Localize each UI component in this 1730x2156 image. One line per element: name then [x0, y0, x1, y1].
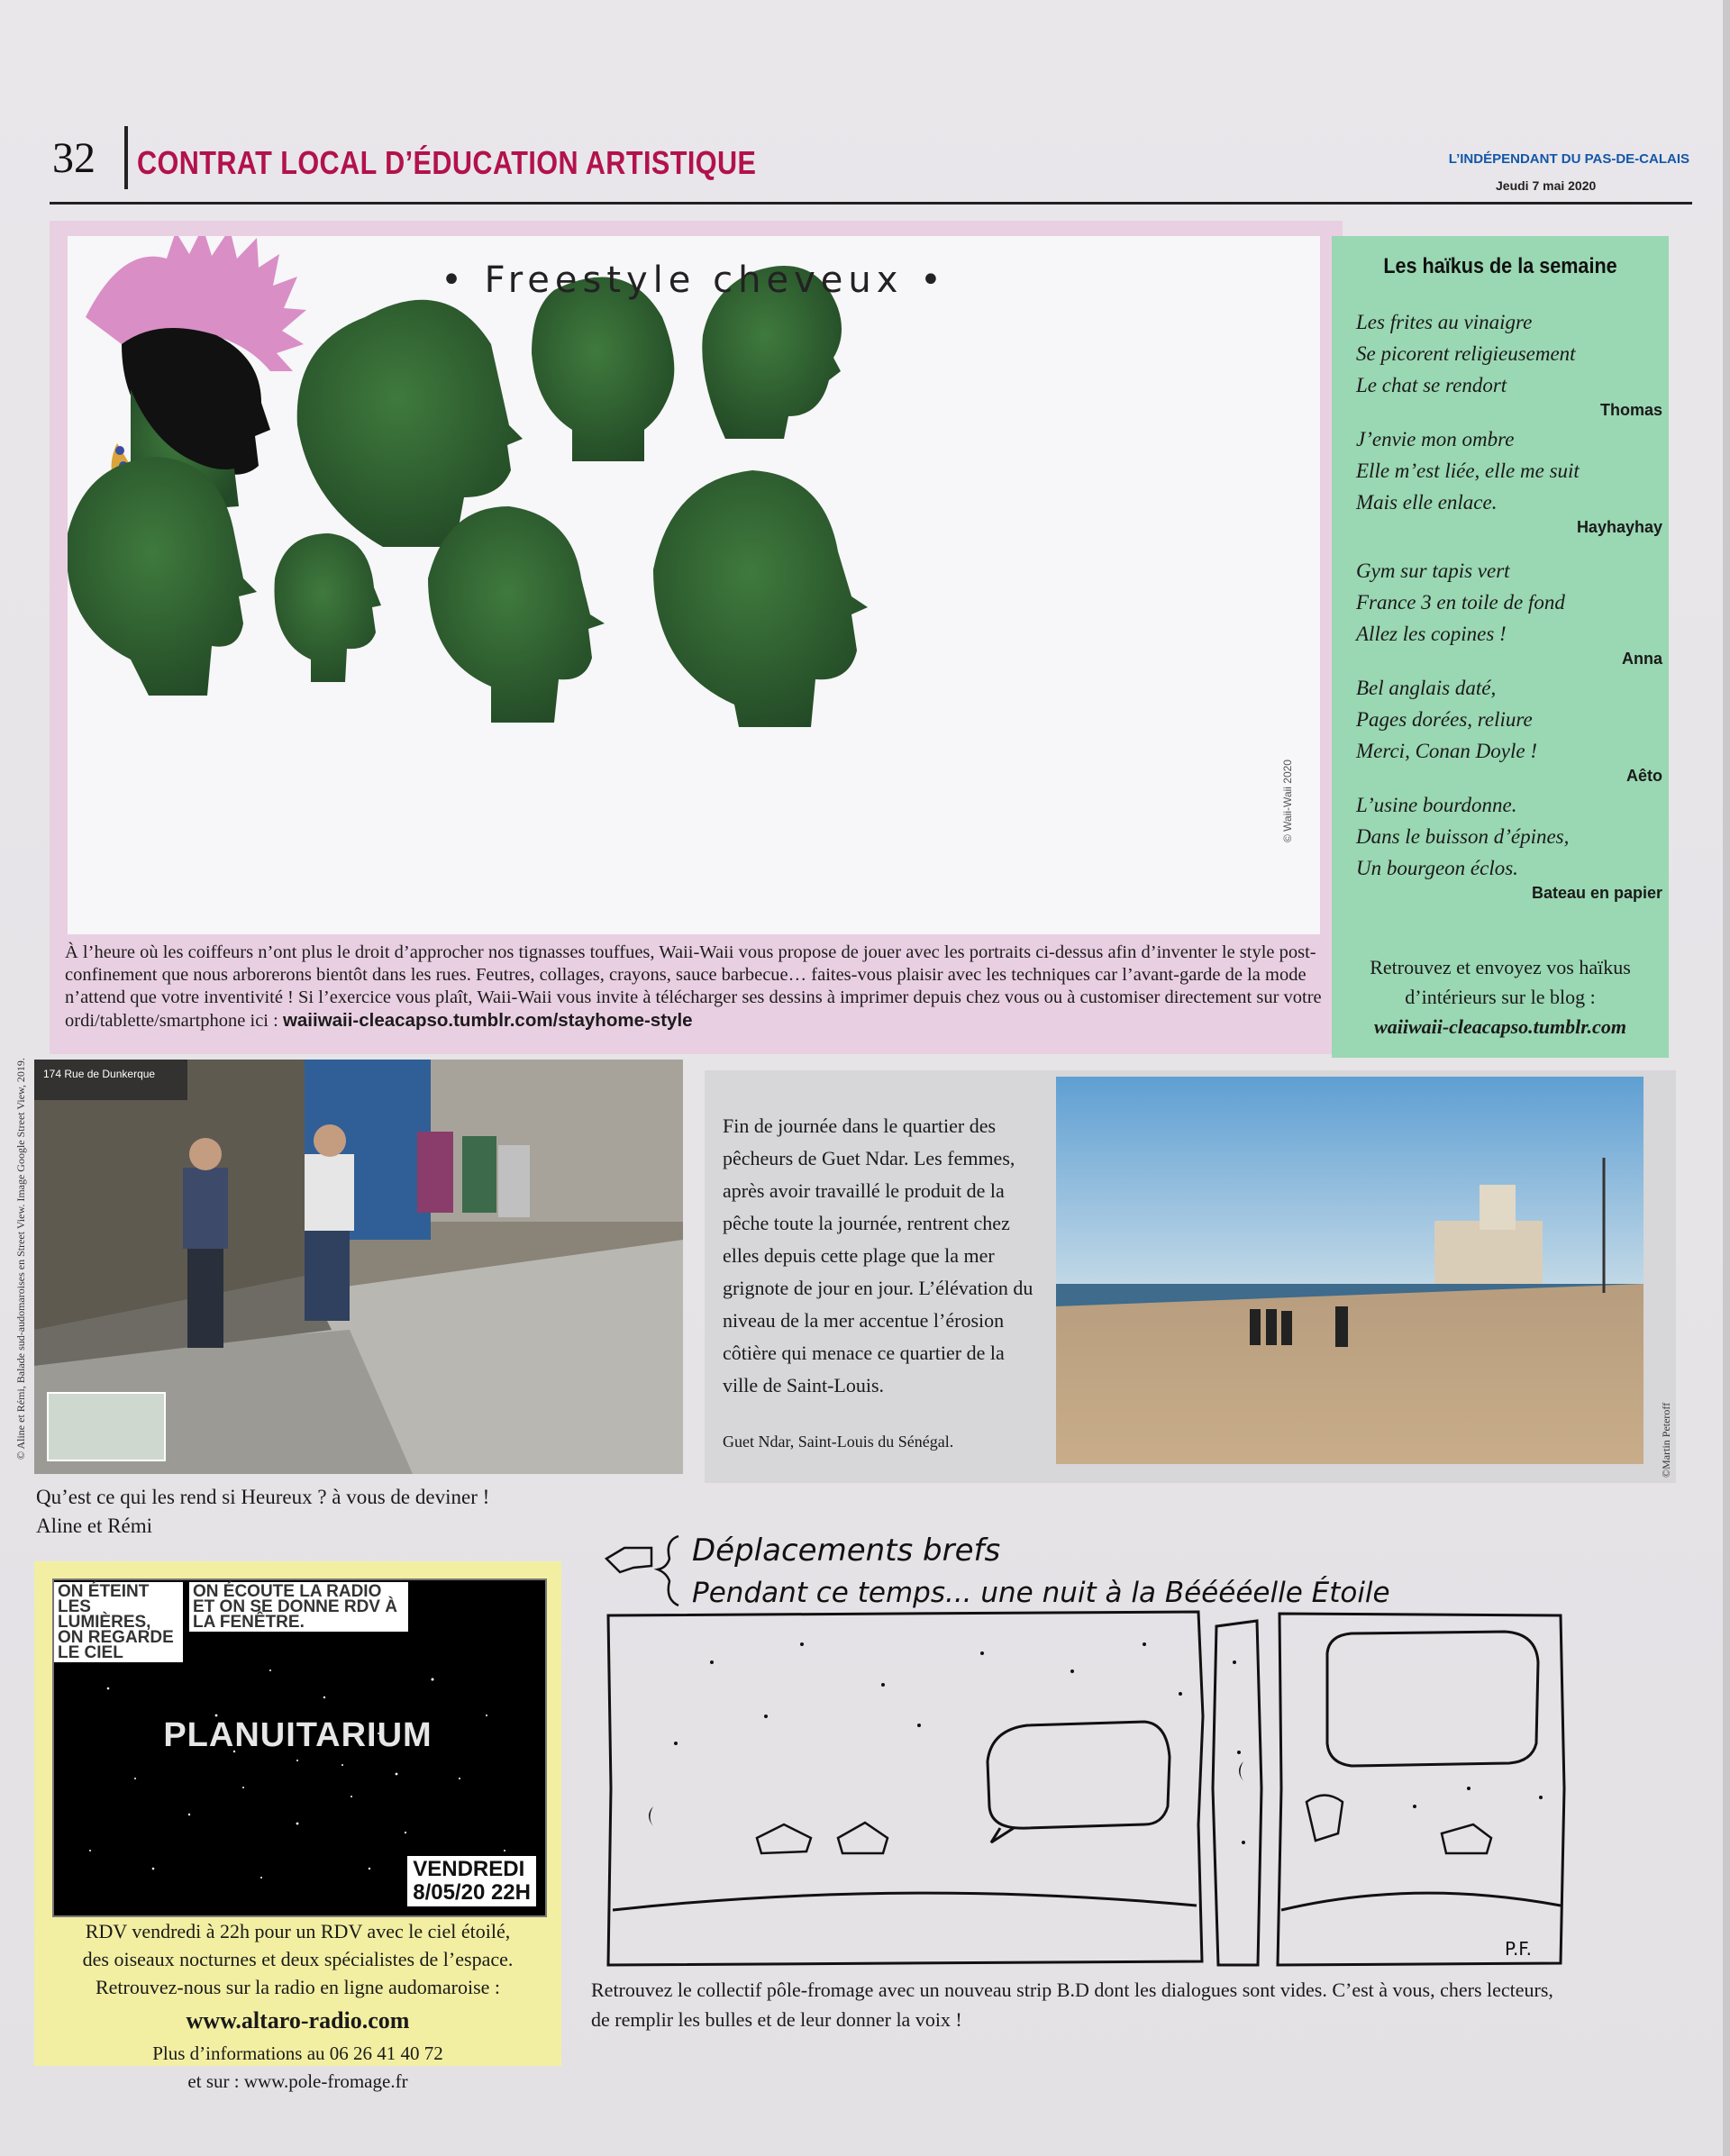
- haiku-footer: [1332, 952, 1669, 1042]
- haiku-item: [1356, 789, 1662, 903]
- haiku-author: Bateau en papier: [1531, 884, 1662, 902]
- freestyle-artwork: [68, 236, 1320, 934]
- header-rule: [50, 202, 1692, 205]
- speech-bubble-2: [1327, 1632, 1538, 1766]
- section-title: CONTRAT LOCAL D’ÉDUCATION ARTISTIQUE: [137, 144, 757, 181]
- issue-date: Jeudi 7 mai 2020: [1496, 178, 1597, 193]
- panel-2: [1213, 1621, 1261, 1965]
- haiku-line: Elle m’est liée, elle me suit: [1356, 459, 1580, 482]
- haiku-line: Pages dorées, reliure: [1356, 708, 1533, 731]
- haiku-line: Gym sur tapis vert: [1356, 559, 1510, 582]
- haiku-list: [1356, 306, 1662, 903]
- comic-strip: [604, 1608, 1568, 1969]
- street-caption-authors: Aline et Rémi: [36, 1515, 153, 1537]
- haiku-item: [1356, 423, 1662, 537]
- freestyle-caption: [65, 942, 1326, 1033]
- ground-line-3: [1281, 1893, 1561, 1910]
- head-silhouettes: [68, 236, 1320, 934]
- moon-2: [1239, 1761, 1243, 1781]
- strip-caption: [591, 1975, 1686, 2034]
- haiku-line: Se picorent religieusement: [1356, 342, 1576, 365]
- freestyle-title: • Freestyle cheveux •: [441, 259, 947, 301]
- haiku-line: Mais elle enlace.: [1356, 491, 1498, 514]
- haiku-blog-link[interactable]: waiiwaii-cleacapso.tumblr.com: [1374, 1015, 1626, 1038]
- haiku-line: J’envie mon ombre: [1356, 428, 1515, 450]
- ground-line-1: [613, 1893, 1197, 1910]
- freestyle-caption-text: À l’heure où les coiffeurs n’ont plus le droit d’approcher nos tignasses touffues, Waii-Waii vous propose de jouer avec les portraits ci-dessus afin d’inventer le style post-confinement que nous arborerons bientôt dans les rues. Feutres, collages, crayons, sauce barbecue… faites-vous plaisir avec les techniques car l’avant-garde de la mode n’attend que votre inventivité ! Si l’exercice vous plaît, Waii-Waii vous invite à télécharger ses dessins à imprimer depuis chez vous ou à customiser directement sur votre ordi/tablette/smartphone ici :: [65, 942, 1322, 1031]
- haiku-author: Aêto: [1626, 767, 1662, 785]
- moon-1: [649, 1806, 653, 1826]
- haiku-line: Allez les copines !: [1356, 623, 1507, 645]
- plan-text-line: des oiseaux nocturnes et deux spécialistes de l’espace.: [82, 1948, 514, 1970]
- artist-signature: P.F.: [1505, 1938, 1532, 1960]
- plan-date-day: VENDREDI: [413, 1857, 525, 1881]
- head-7: [428, 506, 605, 723]
- head-3: [532, 277, 674, 461]
- strip-title: [602, 1523, 1683, 1613]
- planuitarium-text: [43, 1917, 552, 2096]
- plan-label-left: ON ÉTEINT LES LUMIÈRES, ON REGARDE LE CIEL: [54, 1582, 183, 1662]
- haiku-item: [1356, 555, 1662, 669]
- haiku-line: Dans le buisson d’épines,: [1356, 825, 1570, 848]
- street-credit: © Aline et Rémi, Balade sud-audomaroises en Street View. Image Google Street View, 2019.: [14, 1058, 27, 1460]
- haiku-author: Hayhayhay: [1576, 518, 1662, 536]
- beach-photo: [1056, 1077, 1644, 1464]
- panel-3: [1278, 1614, 1564, 1965]
- haiku-line: Bel anglais daté,: [1356, 677, 1497, 699]
- plan-date-time: 8/05/20 22H: [413, 1880, 531, 1905]
- haiku-line: Les frites au vinaigre: [1356, 311, 1533, 333]
- strip-title-drawing: [602, 1523, 1683, 1613]
- page-edge: [1723, 0, 1730, 2156]
- head-8: [653, 470, 868, 727]
- map-street-label: 174 Rue de Dunkerque: [43, 1068, 156, 1080]
- strip-caption-line: de remplir les bulles et de leur donner la voix !: [591, 2008, 962, 2031]
- haiku-line: Merci, Conan Doyle !: [1356, 740, 1537, 762]
- haiku-line: Le chat se rendort: [1356, 374, 1507, 396]
- guet-ndar-caption: Guet Ndar, Saint-Louis du Sénégal.: [723, 1433, 954, 1451]
- haiku-line: Un bourgeon éclos.: [1356, 857, 1518, 879]
- beach-credit: ©Martin Peteroff: [1660, 1402, 1672, 1478]
- plan-info-phone: Plus d’informations au 06 26 41 40 72: [152, 2042, 443, 2064]
- plan-text-line: RDV vendredi à 22h pour un RDV avec le ciel étoilé,: [85, 1920, 511, 1942]
- strip-title-line1: Déplacements brefs: [692, 1533, 1001, 1569]
- artwork-credit: © Waii-Waii 2020: [1281, 760, 1294, 842]
- radio-url[interactable]: www.altaro-radio.com: [186, 2007, 410, 2033]
- guet-ndar-text: Fin de journée dans le quartier des pêcheurs de Guet Ndar. Les femmes, après avoir travaillé le produit de la pêche toute la journée, rentrent chez elles depuis cette plage que la mer grignote de jour en jour. L’élévation du niveau de la mer accentue l’érosion côtière qui menace ce quartier de la ville de Saint-Louis.: [723, 1114, 1033, 1396]
- header-divider: [124, 126, 128, 189]
- page-number: 32: [52, 134, 96, 182]
- haiku-item: [1356, 672, 1662, 786]
- newspaper-name: L’INDÉPENDANT DU PAS-DE-CALAIS: [1448, 151, 1689, 167]
- haiku-line: France 3 en toile de fond: [1356, 591, 1565, 614]
- speech-bubble-1: [988, 1722, 1170, 1828]
- street-caption-question: Qu’est ce qui les rend si Heureux ? à vous de deviner !: [36, 1486, 490, 1508]
- freestyle-link[interactable]: waiiwaii-cleacapso.tumblr.com/stayhome-style: [282, 1010, 693, 1031]
- speech-bubble-1-tail: [991, 1828, 1014, 1842]
- street-scene: [34, 1060, 683, 1474]
- planuitarium-title: PLANUITARIUM: [163, 1716, 432, 1754]
- haiku-item: [1356, 306, 1662, 420]
- plan-info-site: et sur : www.pole-fromage.fr: [187, 2070, 408, 2092]
- comic-panels: [604, 1608, 1568, 1969]
- panel-1: [608, 1612, 1203, 1965]
- plan-label-right: ON ÉCOUTE LA RADIO ET ON SE DONNE RDV À LA FENÊTRE.: [189, 1582, 408, 1632]
- plan-text-line: Retrouvez-nous sur la radio en ligne audomaroise :: [95, 1976, 501, 1998]
- street-caption: [36, 1483, 685, 1541]
- haiku-author: Anna: [1622, 650, 1662, 668]
- beach-scene: [1056, 1077, 1644, 1464]
- haiku-heading: Les haïkus de la semaine: [1383, 254, 1617, 278]
- stars: [674, 1642, 1543, 1844]
- haiku-footer-line: Retrouvez et envoyez vos haïkus: [1370, 956, 1631, 978]
- plan-date: [407, 1856, 536, 1906]
- strip-caption-line: Retrouvez le collectif pôle-fromage avec un nouveau strip B.D dont les dialogues sont vides. C’est à vous, chers lecteurs,: [591, 1979, 1553, 2001]
- haiku-line: L’usine bourdonne.: [1356, 794, 1517, 816]
- street-view-photo: [34, 1060, 683, 1474]
- haiku-author: Thomas: [1599, 401, 1662, 419]
- strip-title-line2: Pendant ce temps... une nuit à la Bééééelle Étoile: [692, 1577, 1390, 1609]
- haiku-footer-line: d’intérieurs sur le blog :: [1405, 986, 1596, 1008]
- head-6: [275, 533, 382, 682]
